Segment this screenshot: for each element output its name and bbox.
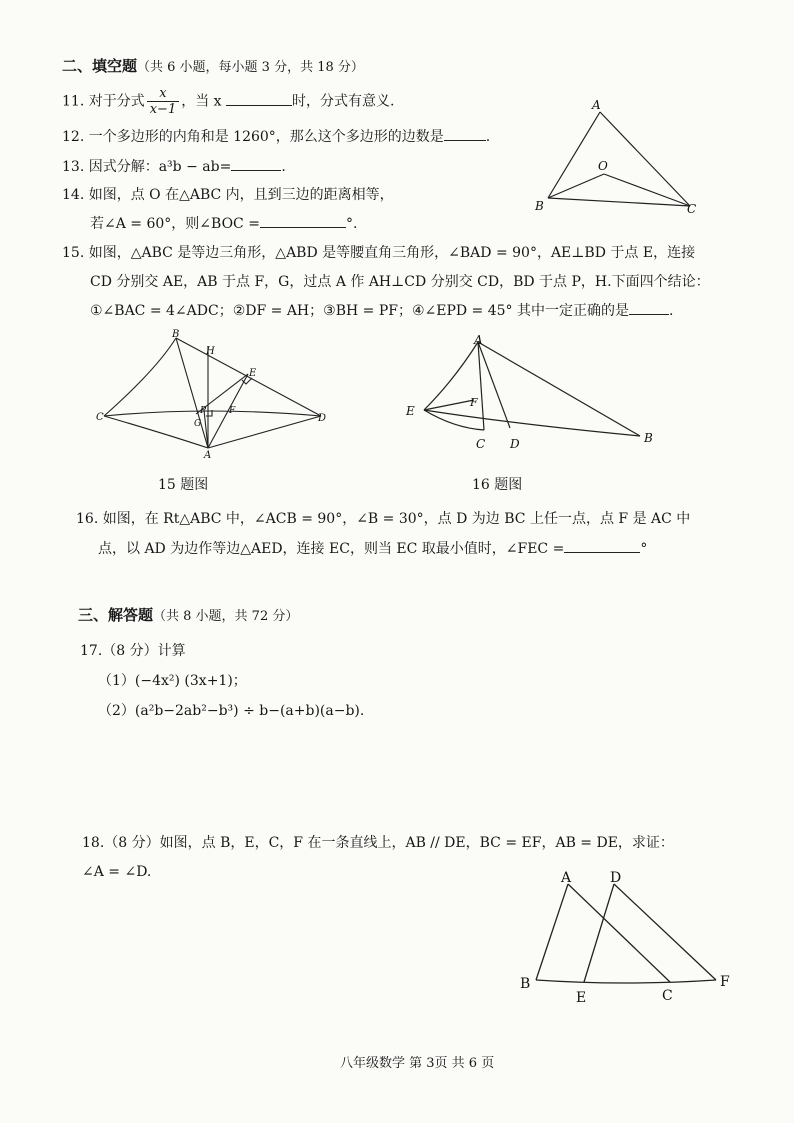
- q13-text: 13. 因式分解：a³b − ab=: [62, 159, 232, 175]
- caption-fig16: 16 题图: [472, 477, 523, 493]
- question-11: [62, 86, 394, 117]
- q13-end: .: [281, 159, 286, 175]
- q17-part1: （1）(−4x²) (3x+1)；: [98, 673, 247, 689]
- fraction-denominator: x−1: [149, 102, 177, 117]
- fig15-label-f: F: [229, 406, 236, 416]
- q16-line1: 16. 如图，在 Rt△ABC 中，∠ACB = 90°，∠B = 30°，点 D 为边 BC 上任一点，点 F 是 AC 中: [76, 511, 691, 527]
- figure-18: [516, 866, 746, 1006]
- fig15-label-a: A: [204, 450, 212, 461]
- answer-blank[interactable]: [260, 213, 346, 228]
- fig18-label-c: C: [662, 988, 673, 1004]
- fig16-label-d: D: [510, 437, 520, 451]
- q18-line2: ∠A = ∠D.: [82, 864, 152, 880]
- q16-line2-wrap: [98, 538, 647, 558]
- question-17: [80, 640, 186, 660]
- question-12: [62, 126, 490, 146]
- answer-blank[interactable]: [629, 300, 669, 315]
- fig18-label-a: A: [561, 870, 572, 886]
- q12-text: 12. 一个多边形的内角和是 1260°，那么这个多边形的边数是: [62, 129, 444, 145]
- section-note: （共 8 小题，共 72 分）: [153, 609, 299, 624]
- question-13: [62, 156, 286, 176]
- fraction: [147, 86, 180, 117]
- page-footer: 八年级数学 第 3页 共 6 页: [340, 1056, 495, 1071]
- q15-line3: ①∠BAC = 4∠ADC；②DF = AH；③BH = PF；④∠EPD = 45° 其中一定正确的是: [90, 303, 629, 319]
- question-18: [82, 832, 674, 852]
- fig16-label-a: A: [474, 333, 483, 347]
- fig18-label-f: F: [720, 974, 730, 990]
- section-note: （共 6 小题，每小题 3 分，共 18 分）: [137, 60, 364, 75]
- section-title: 三、解答题: [78, 606, 154, 624]
- fig16-label-c: C: [476, 437, 486, 451]
- fig15-label-p: P: [200, 406, 207, 416]
- section-title: 二、填空题: [62, 57, 138, 75]
- q15-line3-wrap: [90, 300, 673, 320]
- q11-text: 11. 对于分式: [62, 93, 145, 110]
- q14-line2: 若∠A = 60°，则∠BOC =: [90, 216, 260, 232]
- fig18-label-e: E: [576, 990, 587, 1006]
- caption-fig15: 15 题图: [158, 477, 209, 493]
- q12-end: .: [485, 129, 491, 145]
- q17-part2: （2）(a²b−2ab²−b³) ÷ b−(a+b)(a−b).: [98, 703, 365, 719]
- fig14-label-o: O: [598, 159, 608, 173]
- fig14-label-a: A: [592, 98, 601, 112]
- answer-blank[interactable]: [231, 156, 281, 171]
- figure-14: [530, 98, 710, 218]
- q15-line2: CD 分别交 AE，AB 于点 F，G，过点 A 作 AH⊥CD 分别交 CD，BD 于点 P，H.下面四个结论：: [90, 274, 710, 290]
- fraction-numerator: x: [147, 86, 180, 102]
- fig15-label-h: H: [206, 346, 215, 357]
- q11-text-mid: ，当 x: [181, 93, 222, 110]
- q16-end: °: [640, 541, 648, 557]
- answer-blank[interactable]: [226, 91, 292, 106]
- q16-line2: 点，以 AD 为边作等边△AED，连接 EC，则当 EC 取最小值时，∠FEC =: [98, 541, 565, 557]
- q15-end: .: [669, 303, 674, 319]
- fig15-label-c: C: [96, 412, 104, 423]
- fig15-label-g: G: [194, 419, 202, 429]
- fig15-label-e: E: [249, 368, 257, 379]
- fig15-label-d: D: [318, 413, 327, 424]
- answer-blank[interactable]: [564, 538, 640, 553]
- fig14-label-b: B: [535, 199, 544, 213]
- question-14-line2: [90, 213, 357, 233]
- answer-blank[interactable]: [444, 126, 486, 141]
- section-fill-heading: [62, 55, 364, 76]
- q15-line1: 15. 如图，△ABC 是等边三角形，△ABD 是等腰直角三角形，∠BAD = 90°，AE⊥BD 于点 E，连接: [62, 245, 696, 261]
- section-solve-heading: [78, 604, 298, 625]
- q18-line1: 18.（8 分）如图，点 B，E，C，F 在一条直线上，AB // DE，BC = EF，AB = DE，求证：: [82, 835, 674, 851]
- fig18-label-d: D: [610, 870, 622, 886]
- q17-head: 17.（8 分）计算: [80, 643, 186, 659]
- question-16: [76, 508, 690, 528]
- q14-line1: 14. 如图，点 O 在△ABC 内，且到三边的距离相等，: [62, 187, 394, 203]
- question-15: [62, 242, 695, 262]
- q14-end: °.: [345, 216, 358, 232]
- fig16-label-f: F: [470, 396, 478, 409]
- fig18-label-b: B: [520, 976, 531, 992]
- figure-16: [404, 333, 664, 456]
- fig15-label-b: B: [172, 329, 180, 340]
- figure-15: [96, 330, 336, 460]
- q15-line2-wrap: [90, 271, 710, 291]
- fig14-label-c: C: [687, 202, 697, 216]
- fig16-label-b: B: [644, 431, 653, 445]
- question-14: [62, 184, 394, 204]
- q11-text-end: 时，分式有意义.: [292, 93, 395, 110]
- fig16-label-e: E: [406, 404, 415, 418]
